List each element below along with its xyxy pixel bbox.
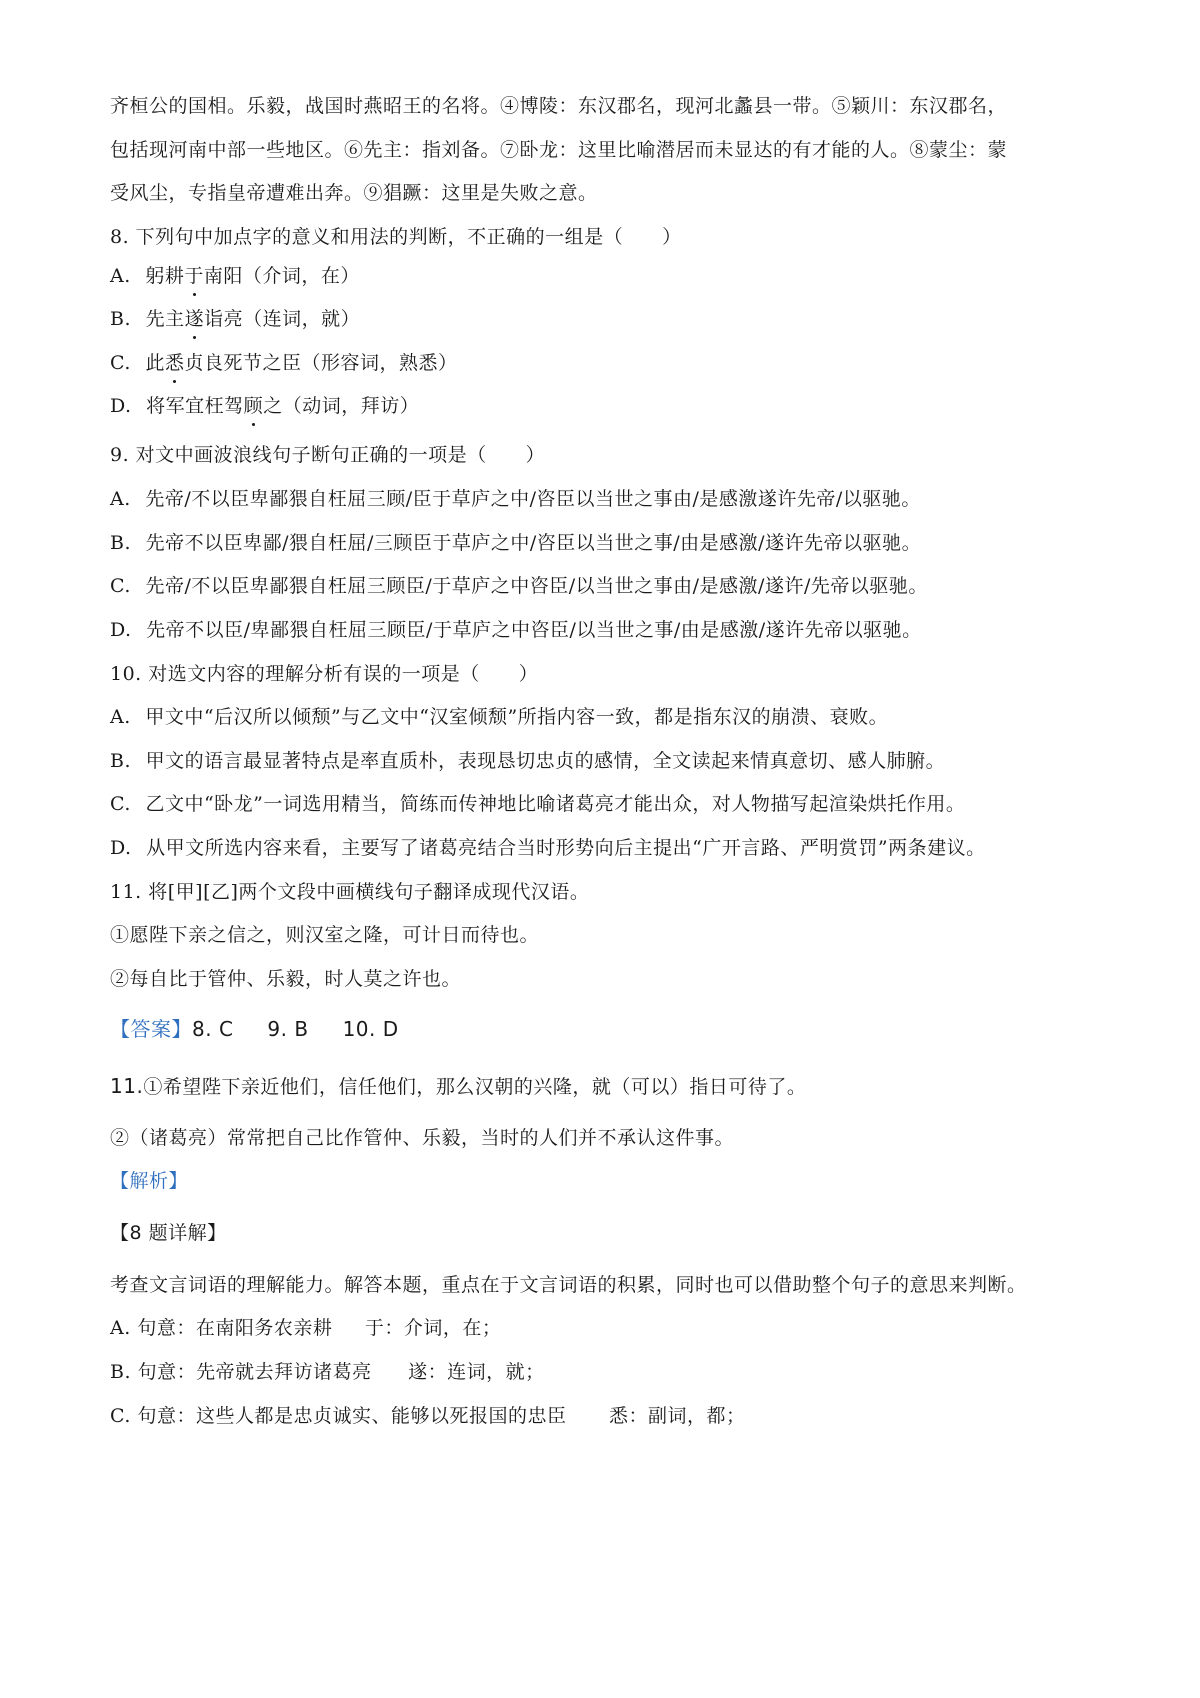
option-text: 甲文的语言最显著特点是率直质朴，表现恳切忠贞的感情，全文读起来情真意切、感人肺腑。 xyxy=(145,750,946,772)
question-11-item-1: ①愿陛下亲之信之，则汉室之隆，可计日而待也。 xyxy=(110,924,540,946)
item-label: C. xyxy=(110,1405,131,1427)
answer-11-number: 11. xyxy=(110,1074,144,1098)
item-label: A. xyxy=(110,1317,131,1339)
option-label: B. xyxy=(110,308,132,330)
dotted-char: 于 xyxy=(184,262,204,290)
option-label: C. xyxy=(110,352,131,374)
option-label: C. xyxy=(110,793,131,815)
question-9-option-c xyxy=(110,572,928,600)
question-8-option-c xyxy=(110,349,458,377)
question-8-option-d xyxy=(110,392,419,420)
option-text: 甲文中“后汉所以倾颓”与乙文中“汉室倾颓”所指内容一致，都是指东汉的崩溃、衰败。 xyxy=(145,706,889,728)
answer-10: 10. D xyxy=(342,1017,399,1041)
notes-line-1: 齐桓公的国相。乐毅，战国时燕昭王的名将。④博陵：东汉郡名，现河北蠡县一带。⑤颖川：东汉郡名， xyxy=(110,95,1008,117)
analysis-item-b xyxy=(110,1358,545,1386)
answer-9: 9. B xyxy=(267,1017,309,1041)
answer-11-line-2: ②（诸葛亮）常常把自己比作管仲、乐毅，当时的人们并不承认这件事。 xyxy=(110,1127,735,1149)
question-10-option-d xyxy=(110,834,986,862)
item-text: 句意：先帝就去拜访诸葛亮 xyxy=(137,1361,372,1383)
analysis-item-a xyxy=(110,1314,501,1342)
item-label: B. xyxy=(110,1361,132,1383)
option-text-before: 先主 xyxy=(145,308,185,330)
option-text: 乙文中“卧龙”一词选用精当，简练而传神地比喻诸葛亮才能出众，对人物描写起渲染烘托作用。 xyxy=(145,793,966,815)
item-text: 句意：这些人都是忠贞诚实、能够以死报国的忠臣 xyxy=(137,1405,567,1427)
title-rest: 题详解】 xyxy=(142,1222,227,1244)
q8-analysis-title xyxy=(110,1219,227,1247)
option-text-before: 将军宜枉驾 xyxy=(146,395,244,417)
answer-11-line-1 xyxy=(110,1072,806,1101)
option-text-after: 南阳（介词，在） xyxy=(203,265,360,287)
option-text: 先帝不以臣/卑鄙猥自枉屈三顾臣/于草庐之中咨臣/以当世之事/由是感激/遂许先帝以驱驰。 xyxy=(146,619,922,641)
option-text-after: 贞良死节之臣（形容词，熟悉） xyxy=(184,352,458,374)
answer-8: 8. C xyxy=(192,1017,234,1041)
option-text: 先帝/不以臣卑鄙猥自枉屈三顾臣/于草庐之中咨臣/以当世之事由/是感激/遂许/先帝以驱驰。 xyxy=(145,575,928,597)
question-9-option-b xyxy=(110,529,921,557)
option-label: A. xyxy=(110,265,131,287)
item-note: 悉：副词，都； xyxy=(609,1405,746,1427)
dotted-char: 遂 xyxy=(185,305,205,333)
analysis-intro: 考查文言词语的理解能力。解答本题，重点在于文言词语的积累，同时也可以借助整个句子的意思来判断。 xyxy=(110,1274,1027,1296)
analysis-tag: 【解析】 xyxy=(110,1170,189,1192)
item-note: 遂：连词，就； xyxy=(408,1361,545,1383)
question-10-stem: 10. 对选文内容的理解分析有误的一项是（ ） xyxy=(110,663,539,685)
option-label: C. xyxy=(110,575,131,597)
question-10-option-a xyxy=(110,703,888,731)
question-8-option-b xyxy=(110,305,360,333)
option-text: 先帝/不以臣卑鄙猥自枉屈三顾/臣于草庐之中/咨臣以当世之事由/是感激遂许先帝/以驱驰。 xyxy=(145,488,921,510)
bracket-open: 【 xyxy=(110,1222,130,1244)
answer-11-text-1: ①希望陛下亲近他们，信任他们，那么汉朝的兴隆，就（可以）指日可待了。 xyxy=(143,1076,807,1098)
option-label: D. xyxy=(110,837,132,859)
q8-number: 8 xyxy=(129,1222,143,1244)
question-11-stem: 11. 将[甲][乙]两个文段中画横线句子翻译成现代汉语。 xyxy=(110,881,590,903)
question-9-option-a xyxy=(110,485,921,513)
option-label: A. xyxy=(110,706,131,728)
answer-tag: 【答案】 xyxy=(110,1017,192,1041)
option-label: A. xyxy=(110,488,131,510)
question-9-stem: 9. 对文中画波浪线句子断句正确的一项是（ ） xyxy=(110,444,546,466)
option-label: D. xyxy=(110,395,132,417)
question-8-option-a xyxy=(110,262,360,290)
option-text: 先帝不以臣卑鄙/猥自枉屈/三顾臣于草庐之中/咨臣以当世之事/由是感激/遂许先帝以驱驰。 xyxy=(145,532,922,554)
option-label: B. xyxy=(110,750,132,772)
option-text-before: 此 xyxy=(145,352,165,374)
option-text-after: 之（动词，拜访） xyxy=(263,395,420,417)
option-text-before: 躬耕 xyxy=(145,265,185,287)
option-label: B. xyxy=(110,532,132,554)
item-note: 于：介词，在； xyxy=(364,1317,502,1339)
notes-line-2: 包括现河南中部一些地区。⑥先主：指刘备。⑦卧龙：这里比喻潜居而未显达的有才能的人。⑧蒙尘：蒙 xyxy=(110,139,1008,161)
question-11-item-2: ②每自比于管仲、乐毅，时人莫之许也。 xyxy=(110,968,462,990)
dotted-char: 顾 xyxy=(244,392,264,420)
notes-line-3: 受风尘，专指皇帝遭难出奔。⑨猖蹶：这里是失败之意。 xyxy=(110,182,598,204)
question-8-stem: 8. 下列句中加点字的意义和用法的判断，不正确的一组是（ ） xyxy=(110,226,682,248)
option-text: 从甲文所选内容来看，主要写了诸葛亮结合当时形势向后主提出“广开言路、严明赏罚”两条建议。 xyxy=(146,837,986,859)
analysis-item-c xyxy=(110,1402,746,1430)
option-text-after: 诣亮（连词，就） xyxy=(204,308,361,330)
dotted-char: 悉 xyxy=(165,349,185,377)
answer-line xyxy=(110,1015,399,1043)
question-10-option-b xyxy=(110,747,945,775)
option-label: D. xyxy=(110,619,132,641)
question-10-option-c xyxy=(110,790,965,818)
question-9-option-d xyxy=(110,616,922,644)
item-text: 句意：在南阳务农亲耕 xyxy=(137,1317,333,1339)
